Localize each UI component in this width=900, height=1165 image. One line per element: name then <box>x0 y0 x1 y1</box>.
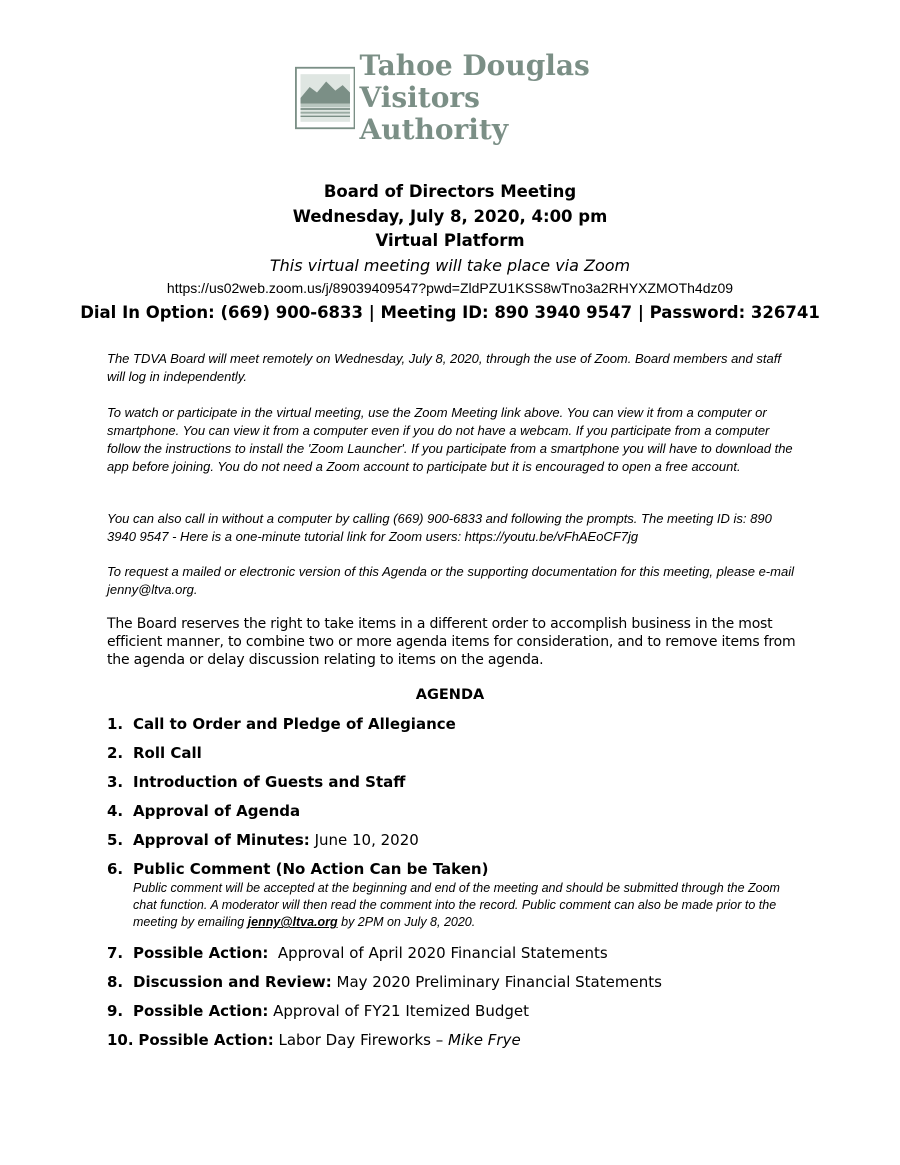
meeting-date: Wednesday, July 8, 2020, 4:00 pm <box>292 206 608 226</box>
note-text: Public comment will be accepted at the beginning and end of the meeting and should be submitted through the Zoom chat function. A moderator will then read the comment into the record. Public comment can also be made prior to the meeting by emailing <box>133 881 780 929</box>
agenda-item-description: Labor Day Fireworks – <box>273 1031 448 1049</box>
zoom-note: This virtual meeting will take place via Zoom <box>269 255 631 275</box>
meeting-header <box>0 180 900 326</box>
notice-participation: To watch or participate in the virtual meeting, use the Zoom Meeting link above. You can view it from a computer or smartphone. You can view it from a computer even if you do not have a webcam. If you participate from a computer follow the instructions to install the 'Zoom Launcher'. If you participate from a smartphone you will have to download the app before joining. You do not need a Zoom account to participate but it is encouraged to open a free account. <box>107 405 793 474</box>
agenda-item-number: 10. <box>107 1031 134 1049</box>
agenda-item <box>107 830 807 850</box>
agenda-item-description: May 2020 Preliminary Financial Statements <box>331 973 662 991</box>
agenda-item-label: Approval of Agenda <box>133 802 301 820</box>
agenda-item <box>107 859 807 931</box>
agenda-item <box>107 714 807 734</box>
agenda-item <box>107 1001 807 1021</box>
mountain-lake-logo-icon <box>295 64 355 132</box>
agenda-list <box>107 714 807 1059</box>
note-text-end: by 2PM on July 8, 2020. <box>337 915 476 929</box>
agenda-item <box>107 1030 807 1050</box>
agenda-item-label: Call to Order and Pledge of Allegiance <box>133 715 456 733</box>
agenda-item-number: 8. <box>107 973 124 991</box>
notice-call-in: You can also call in without a computer by calling (669) 900-6833 and following the prompts. The meeting ID is: 890 3940 9547 - Here is a one-minute tutorial link for Zoom users: https://youtu.be/vFhAEoCF7jg <box>107 511 772 544</box>
agenda-item-label: Roll Call <box>133 744 202 762</box>
notice-remote-meeting: The TDVA Board will meet remotely on Wednesday, July 8, 2020, through the use of Zoom. Board members and staff will log in independently. <box>107 351 781 384</box>
zoom-link[interactable]: https://us02web.zoom.us/j/89039409547?pwd=ZldPZU1KSS8wTno3a2RHYXZMOTh4dz09 <box>166 279 734 296</box>
agenda-item-description: Approval of April 2020 Financial Statements <box>268 944 608 962</box>
agenda-item-number: 5. <box>107 831 124 849</box>
logo-line-1: Tahoe Douglas <box>359 49 590 82</box>
notice-request-agenda: To request a mailed or electronic version of this Agenda or the supporting documentation for this meeting, please e-mail jenny@ltva.org. <box>107 564 794 597</box>
agenda-item-description: June 10, 2020 <box>309 831 419 849</box>
agenda-item-number: 7. <box>107 944 124 962</box>
agenda-item-label: Introduction of Guests and Staff <box>133 773 406 791</box>
agenda-item-label: Public Comment (No Action Can be Taken) <box>133 860 489 878</box>
agenda-item-label: Approval of Minutes: <box>133 831 310 849</box>
agenda-item-number: 2. <box>107 744 124 762</box>
email-link[interactable]: jenny@ltva.org <box>247 915 338 929</box>
agenda-heading: AGENDA <box>415 687 485 703</box>
agenda-item-label: Possible Action: <box>133 1002 269 1020</box>
meeting-title: Board of Directors Meeting <box>323 182 577 201</box>
agenda-item-presenter: Mike Frye <box>448 1031 521 1049</box>
logo-line-2: Visitors Authority <box>359 81 509 146</box>
agenda-item-number: 4. <box>107 802 124 820</box>
dial-in-info: Dial In Option: (669) 900-6833 | Meeting ID: 890 3940 9547 | Password: 326741 <box>80 302 820 322</box>
agenda-item <box>107 743 807 763</box>
tdva-logo <box>295 49 615 146</box>
public-comment-note <box>133 880 807 931</box>
agenda-item-number: 9. <box>107 1002 124 1020</box>
agenda-item-label: Possible Action: <box>133 944 269 962</box>
agenda-item-number: 3. <box>107 773 124 791</box>
agenda-item-description: Approval of FY21 Itemized Budget <box>268 1002 529 1020</box>
agenda-item-label: Possible Action: <box>138 1031 274 1049</box>
agenda-item-number: 1. <box>107 715 124 733</box>
agenda-item-number: 6. <box>107 860 124 878</box>
agenda-item <box>107 943 807 963</box>
meeting-platform: Virtual Platform <box>375 231 525 250</box>
agenda-item <box>107 772 807 792</box>
agenda-item <box>107 972 807 992</box>
agenda-item-label: Discussion and Review: <box>133 973 332 991</box>
logo-wordmark <box>359 50 615 146</box>
agenda-item <box>107 801 807 821</box>
reserve-statement: The Board reserves the right to take items in a different order to accomplish business in the most efficient manner, to combine two or more agenda items for consideration, and to remove items from the agenda or delay discussion relating to items on the agenda. <box>107 616 796 668</box>
